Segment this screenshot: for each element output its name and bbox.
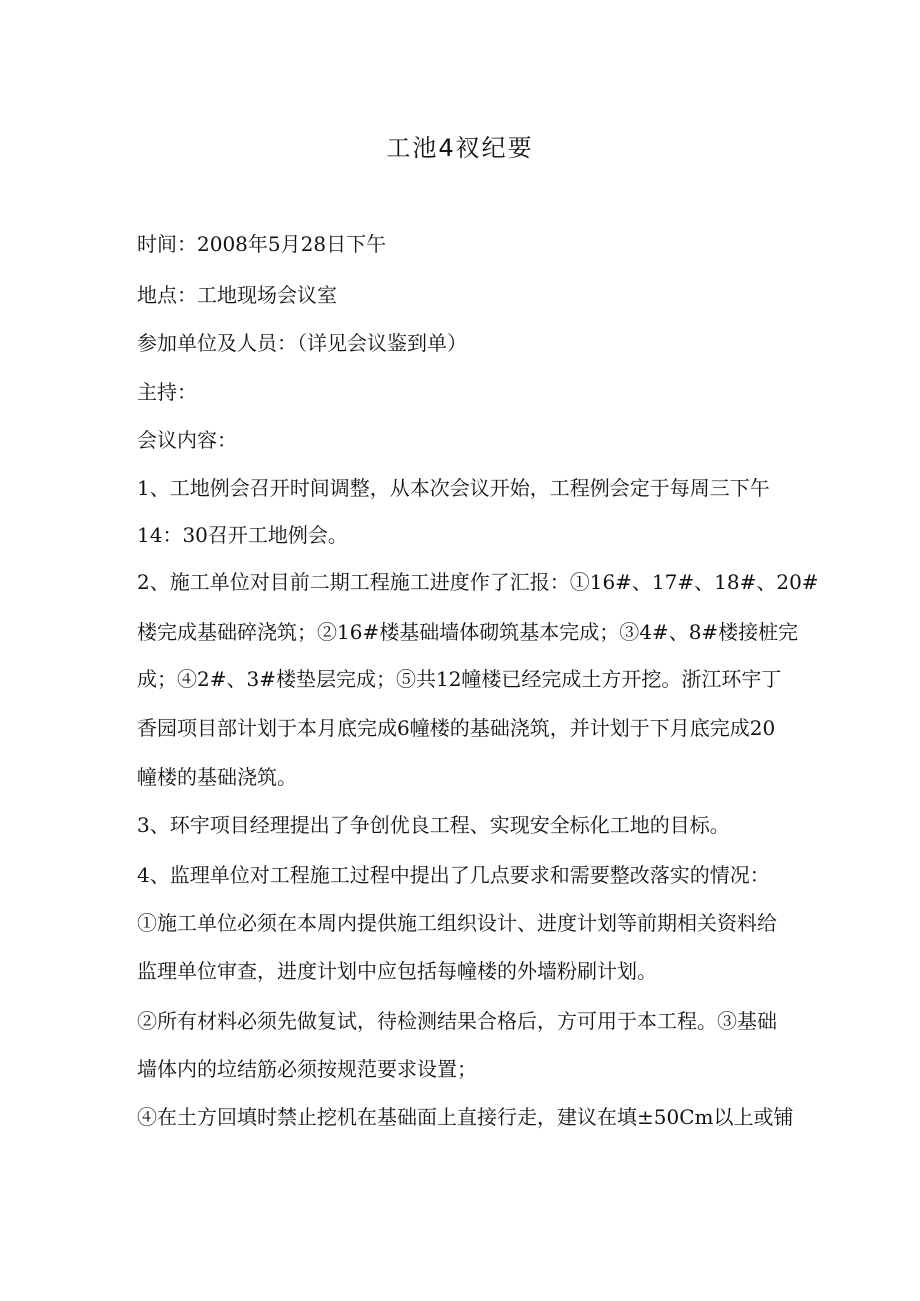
paragraph-line: 4、监理单位对工程施工过程中提出了几点要求和需要整改落实的情况： [137, 863, 770, 887]
meeting-host: 主持： [137, 380, 197, 404]
paragraph-line: ①施工单位必须在本周内提供施工组织设计、进度计划等前期相关资料给 [137, 911, 777, 935]
paragraph-line: 14：30召开工地例会。 [137, 523, 348, 547]
paragraph-line: 幢楼的基础浇筑。 [137, 765, 297, 789]
document-title: 工池4衩纪要 [386, 134, 534, 162]
paragraph-line: 楼完成基础碎浇筑；②16#楼基础墙体砌筑基本完成；③4#、8#楼接桩完 [137, 620, 799, 644]
meeting-time: 时间：2008年5月28日下午 [137, 232, 387, 256]
meeting-location: 地点：工地现场会议室 [137, 283, 337, 307]
paragraph-line: ④在土方回填时禁止挖机在基础面上直接行走，建议在填±50Cm以上或铺 [137, 1105, 794, 1129]
paragraph-line: 墙体内的垃结筋必须按规范要求设置； [137, 1057, 477, 1081]
paragraph-line: 成；④2#、3#楼垫层完成；⑤共12幢楼已经完成土方开挖。浙江环宇丁 [137, 667, 782, 691]
meeting-attendees: 参加单位及人员：（详见会议鉴到单） [137, 331, 467, 355]
paragraph-line: 香园项目部计划于本月底完成6幢楼的基础浇筑，并计划于下月底完成20 [137, 716, 776, 740]
paragraph-line: 1、工地例会召开时间调整，从本次会议开始，工程例会定于每周三下午 [137, 476, 770, 500]
meeting-content-label: 会议内容： [137, 428, 237, 452]
paragraph-line: ②所有材料必须先做复试，待检测结果合格后，方可用于本工程。③基础 [137, 1009, 777, 1033]
paragraph-line: 监理单位审查，进度计划中应包括每幢楼的外墙粉刷计划。 [137, 959, 657, 983]
paragraph-line: 3、环宇项目经理提出了争创优良工程、实现安全标化工地的目标。 [137, 813, 730, 837]
paragraph-line: 2、施工单位对目前二期工程施工进度作了汇报：①16#、17#、18#、20# [137, 570, 819, 594]
